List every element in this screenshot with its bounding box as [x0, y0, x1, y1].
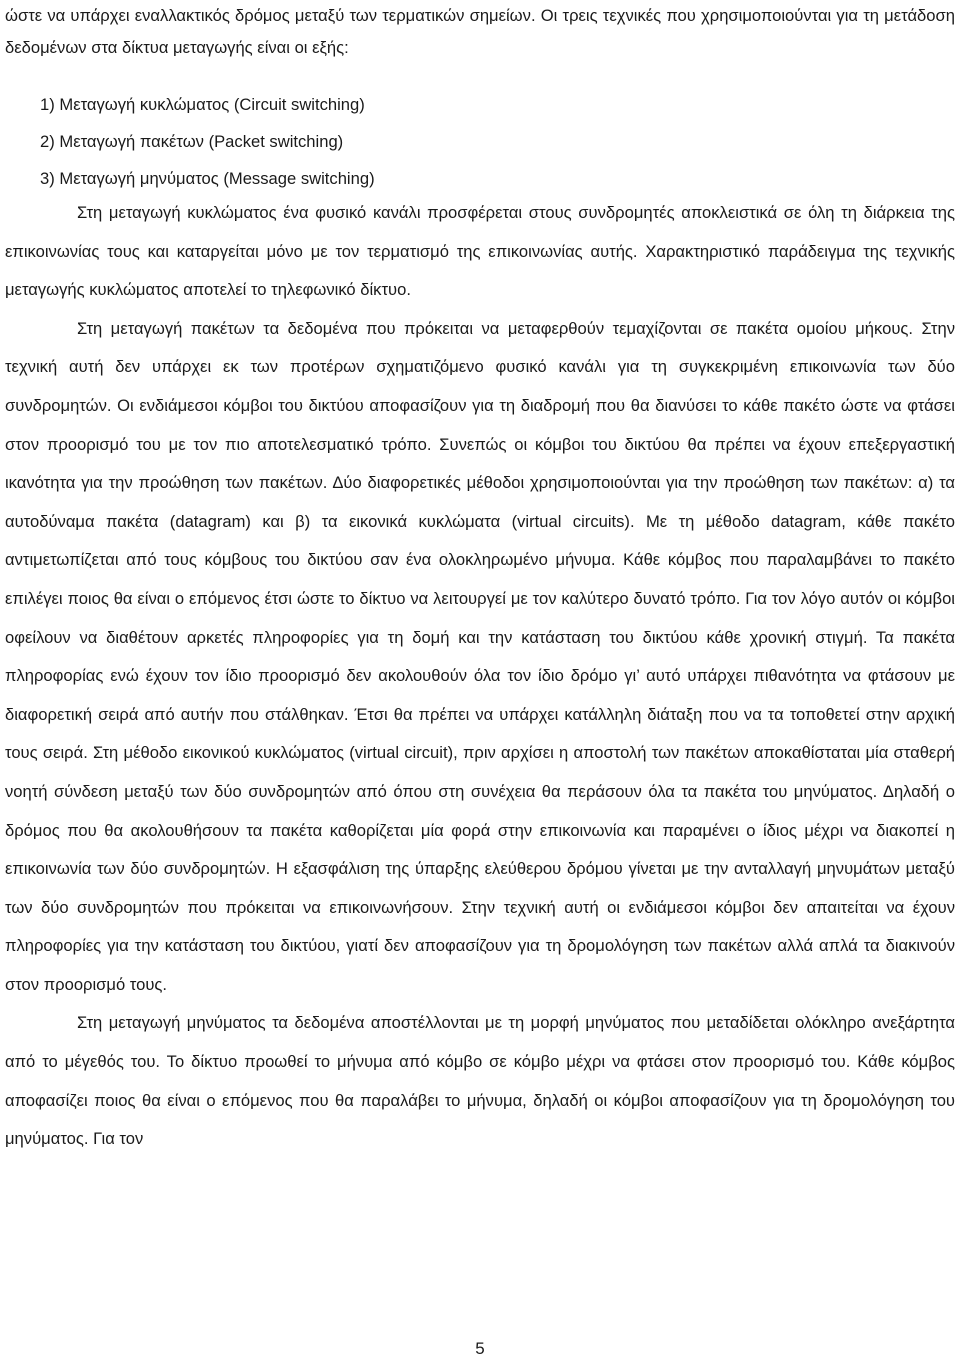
paragraph-packet-switching: Στη μεταγωγή πακέτων τα δεδομένα που πρόκειται να μεταφερθούν τεμαχίζονται σε πακέτα ομοίου μήκους. Στην τεχνική αυτή δεν υπάρχει εκ των προτέρων σχηματιζόμενο φυσικό κανάλι για τη συγκεκριμένη επικοινωνία των δύο συνδρομητών. Οι ενδιάμεσοι κόμβοι του δικτύου αποφασίζουν για τη διαδρομή που θα διανύσει το κάθε πακέτο ώστε να φτάσει στον προορισμό του με τον πιο αποτελεσματικό τρόπο. Συνεπώς οι κόμβοι του δικτύου θα πρέπει να έχουν επεξεργαστική ικανότητα για την προώθηση των πακέτων. Δύο διαφορετικές μέθοδοι χρησιμοποιούνται για την προώθηση των πακέτων: α) τα αυτοδύναμα πακέτα (datagram) και β) τα εικονικά κυκλώματα (virtual circuits). Με τη μέθοδο datagram, κάθε πακέτο αντιμετωπίζεται από τους κόμβους του δικτύου σαν ένα ολοκληρωμένο μήνυμα. Κάθε κόμβος που παραλαμβάνει το πακέτο επιλέγει ποιος θα είναι ο επόμενος έτσι ώστε το δίκτυο να λειτουργεί με τον καλύτερο δυνατό τρόπο. Για τον λόγο αυτόν οι κόμβοι οφείλουν να διαθέτουν αρκετές πληροφορίες για τη δομή και την κατάσταση του δικτύου κάθε χρονική στιγμή. Τα πακέτα πληροφορίας ενώ έχουν τον ίδιο προορισμό δεν ακολουθούν όλα τον ίδιο δρόμο γι’ αυτό υπάρχει πιθανότητα να φτάσουν με διαφορετική σειρά από αυτήν που στάλθηκαν. Έτσι θα πρέπει να υπάρχει κατάλληλη διάταξη που να τα τοποθετεί στην αρχική τους σειρά. Στη μέθοδο εικονικού κυκλώματος (virtual circuit), πριν αρχίσει η αποστολή των πακέτων αποκαθίσταται μία σταθερή νοητή σύνδεση μεταξύ των δύο συνδρομητών από όπου στη συνέχεια θα περάσουν όλα τα πακέτα του μηνύματος. Δηλαδή ο δρόμος που θα ακολουθήσουν τα πακέτα καθορίζεται μία φορά στην επικοινωνία και παραμένει ο ίδιος μέχρι να διακοπεί η επικοινωνία των δύο συνδρομητών. Η εξασφάλιση της ύπαρξης ελεύθερου δρόμου γίνεται με την ανταλλαγή μηνυμάτων μεταξύ των δύο συνδρομητών που πρόκειται να επικοινωνήσουν. Στην τεχνική αυτή οι ενδιάμεσοι κόμβοι δεν απαιτείται να έχουν πληροφορίες για την κατάσταση του δικτύου, γιατί δεν αποφασίζουν για τη δρομολόγηση των πακέτων αλλά απλά τα διακινούν στον προορισμό τους.	[5, 318, 955, 994]
page-number: 5	[475, 1339, 485, 1358]
intro-paragraph: ώστε να υπάρχει εναλλακτικός δρόμος μεταξύ των τερματικών σημείων. Οι τρεις τεχνικές που χρησιμοποιούνται για τη μετάδοση δεδομένων στα δίκτυα μεταγωγής είναι οι εξής:	[5, 6, 955, 57]
list-item: 3) Μεταγωγή μηνύματος (Message switching)	[40, 169, 375, 188]
list-item: 2) Μεταγωγή πακέτων (Packet switching)	[40, 132, 344, 151]
switching-techniques-list	[40, 86, 940, 197]
list-item: 1) Μεταγωγή κυκλώματος (Circuit switching)	[40, 95, 365, 114]
paragraph-message-switching: Στη μεταγωγή μηνύματος τα δεδομένα αποστέλλονται με τη μορφή μηνύματος που μεταδίδεται ολόκληρο ανεξάρτητα από το μέγεθός του. Το δίκτυο προωθεί το μήνυμα από κόμβο σε κόμβο μέχρι να φτάσει στον προορισμό του. Κάθε κόμβος αποφασίζει ποιος θα είναι ο επόμενος που θα παραλάβει το μήνυμα, δηλαδή οι κόμβοι αποφασίζουν για τη δρομολόγηση του μηνύματος. Για τον	[5, 1013, 955, 1149]
paragraph-circuit-switching: Στη μεταγωγή κυκλώματος ένα φυσικό κανάλι προσφέρεται στους συνδρομητές αποκλειστικά σε όλη τη διάρκεια της επικοινωνίας τους και καταργείται μόνο με τον τερματισμό της επικοινωνίας αυτής. Χαρακτηριστικό παράδειγμα της τεχνικής μεταγωγής κυκλώματος αποτελεί το τηλεφωνικό δίκτυο.	[5, 203, 955, 300]
body-text	[5, 194, 955, 1159]
